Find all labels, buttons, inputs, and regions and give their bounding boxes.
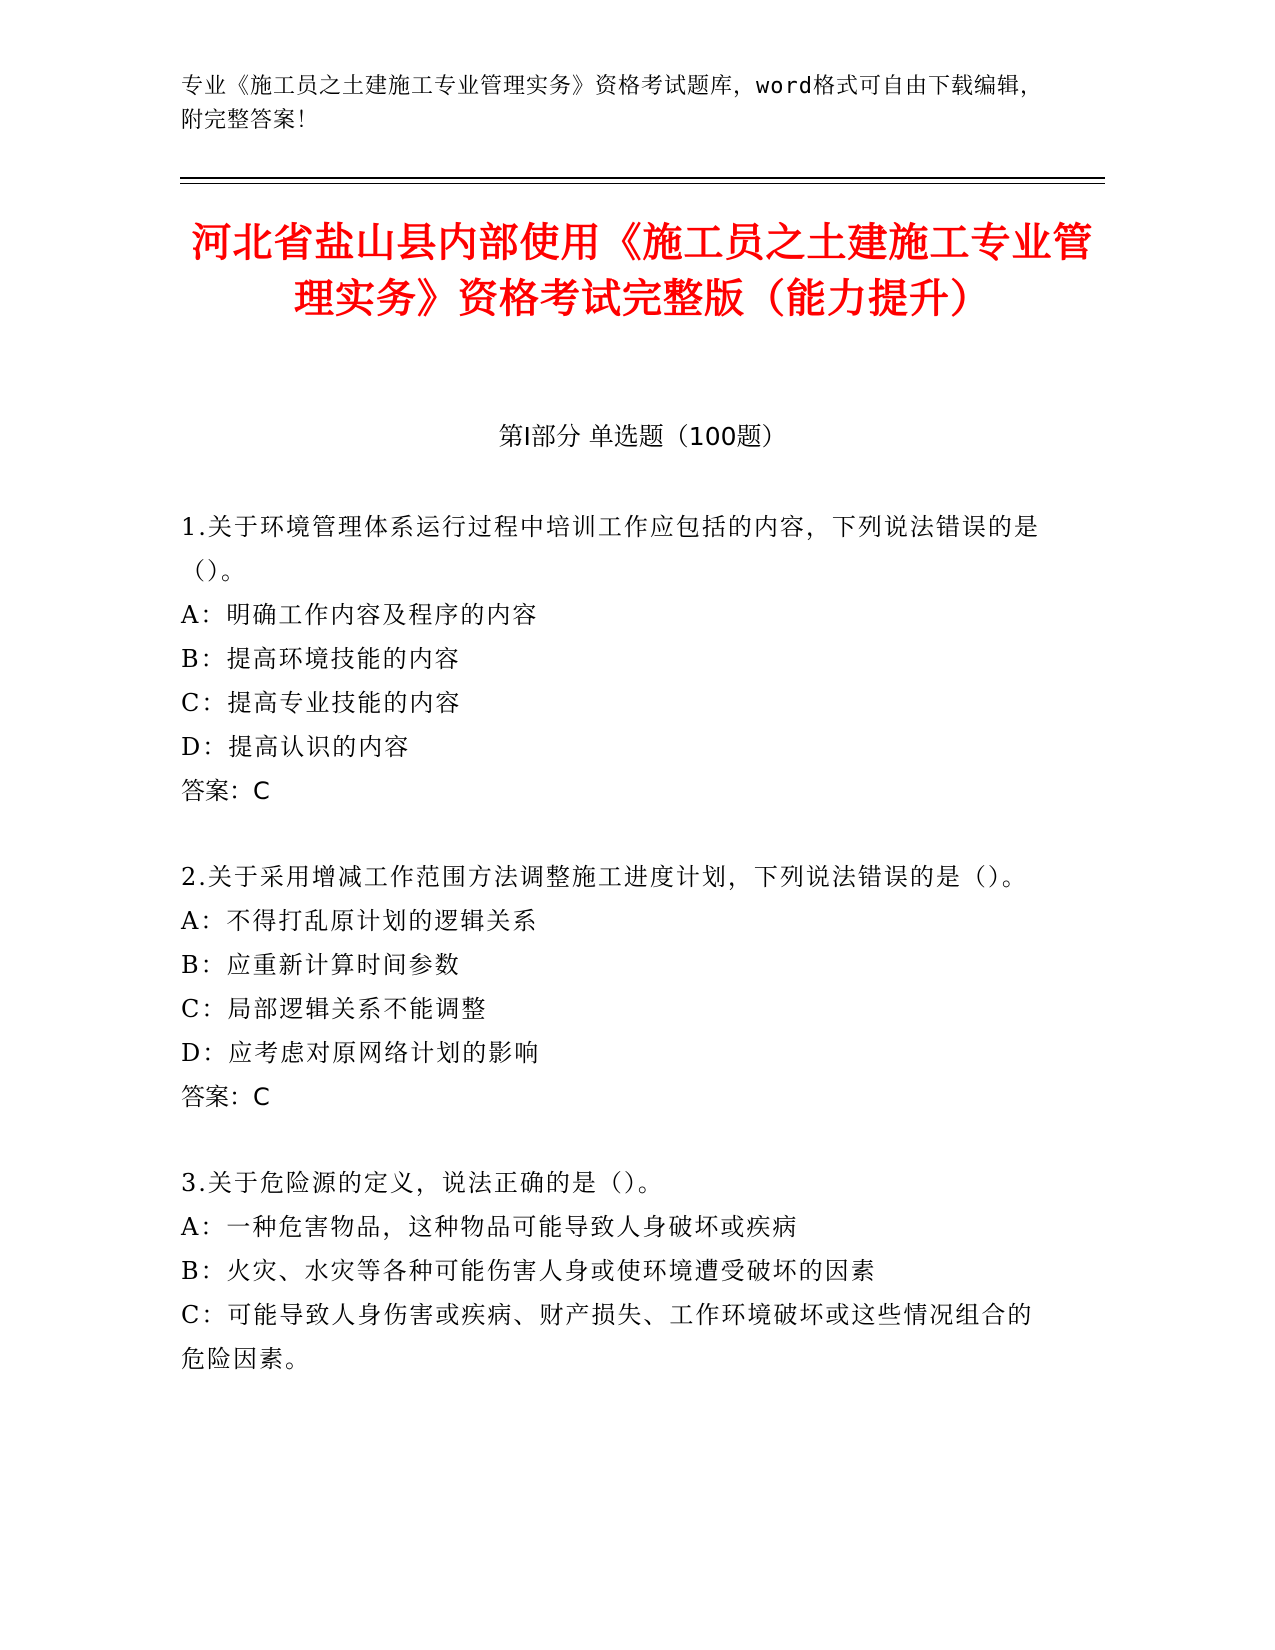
option-a: A：一种危害物品，这种物品可能导致人身破坏或疾病	[181, 1213, 799, 1241]
option-a: A：不得打乱原计划的逻辑关系	[181, 907, 539, 935]
header-rule-thin	[180, 183, 1105, 184]
question-1	[181, 505, 1041, 813]
answer: 答案：C	[181, 777, 270, 805]
option-b: B：应重新计算时间参数	[181, 951, 461, 979]
header-note: 专业《施工员之土建施工专业管理实务》资格考试题库，word格式可自由下载编辑，附完整答案！	[181, 74, 1043, 133]
option-d: D：应考虑对原网络计划的影响	[181, 1039, 541, 1067]
option-b: B：火灾、水灾等各种可能伤害人身或使环境遭受破坏的因素	[181, 1257, 877, 1285]
header-rule-thick	[180, 177, 1105, 179]
section-heading: 第Ⅰ部分 单选题（100题）	[498, 422, 787, 451]
option-d: D：提高认识的内容	[181, 733, 411, 761]
question-stem: 3.关于危险源的定义，说法正确的是（）。	[181, 1169, 664, 1197]
question-3	[181, 1161, 1041, 1381]
question-stem: 1.关于环境管理体系运行过程中培训工作应包括的内容，下列说法错误的是（）。	[181, 513, 1040, 585]
option-b: B：提高环境技能的内容	[181, 645, 461, 673]
question-stem: 2.关于采用增减工作范围方法调整施工进度计划，下列说法错误的是（）。	[181, 863, 1028, 891]
option-a: A：明确工作内容及程序的内容	[181, 601, 539, 629]
question-list	[181, 505, 1041, 1423]
option-c: C：局部逻辑关系不能调整	[181, 995, 488, 1023]
document-title: 河北省盐山县内部使用《施工员之土建施工专业管理实务》资格考试完整版（能力提升）	[191, 220, 1094, 322]
option-c: C：提高专业技能的内容	[181, 689, 462, 717]
option-c: C：可能导致人身伤害或疾病、财产损失、工作环境破坏或这些情况组合的危险因素。	[181, 1301, 1034, 1373]
answer: 答案：C	[181, 1083, 270, 1111]
question-2	[181, 855, 1041, 1119]
